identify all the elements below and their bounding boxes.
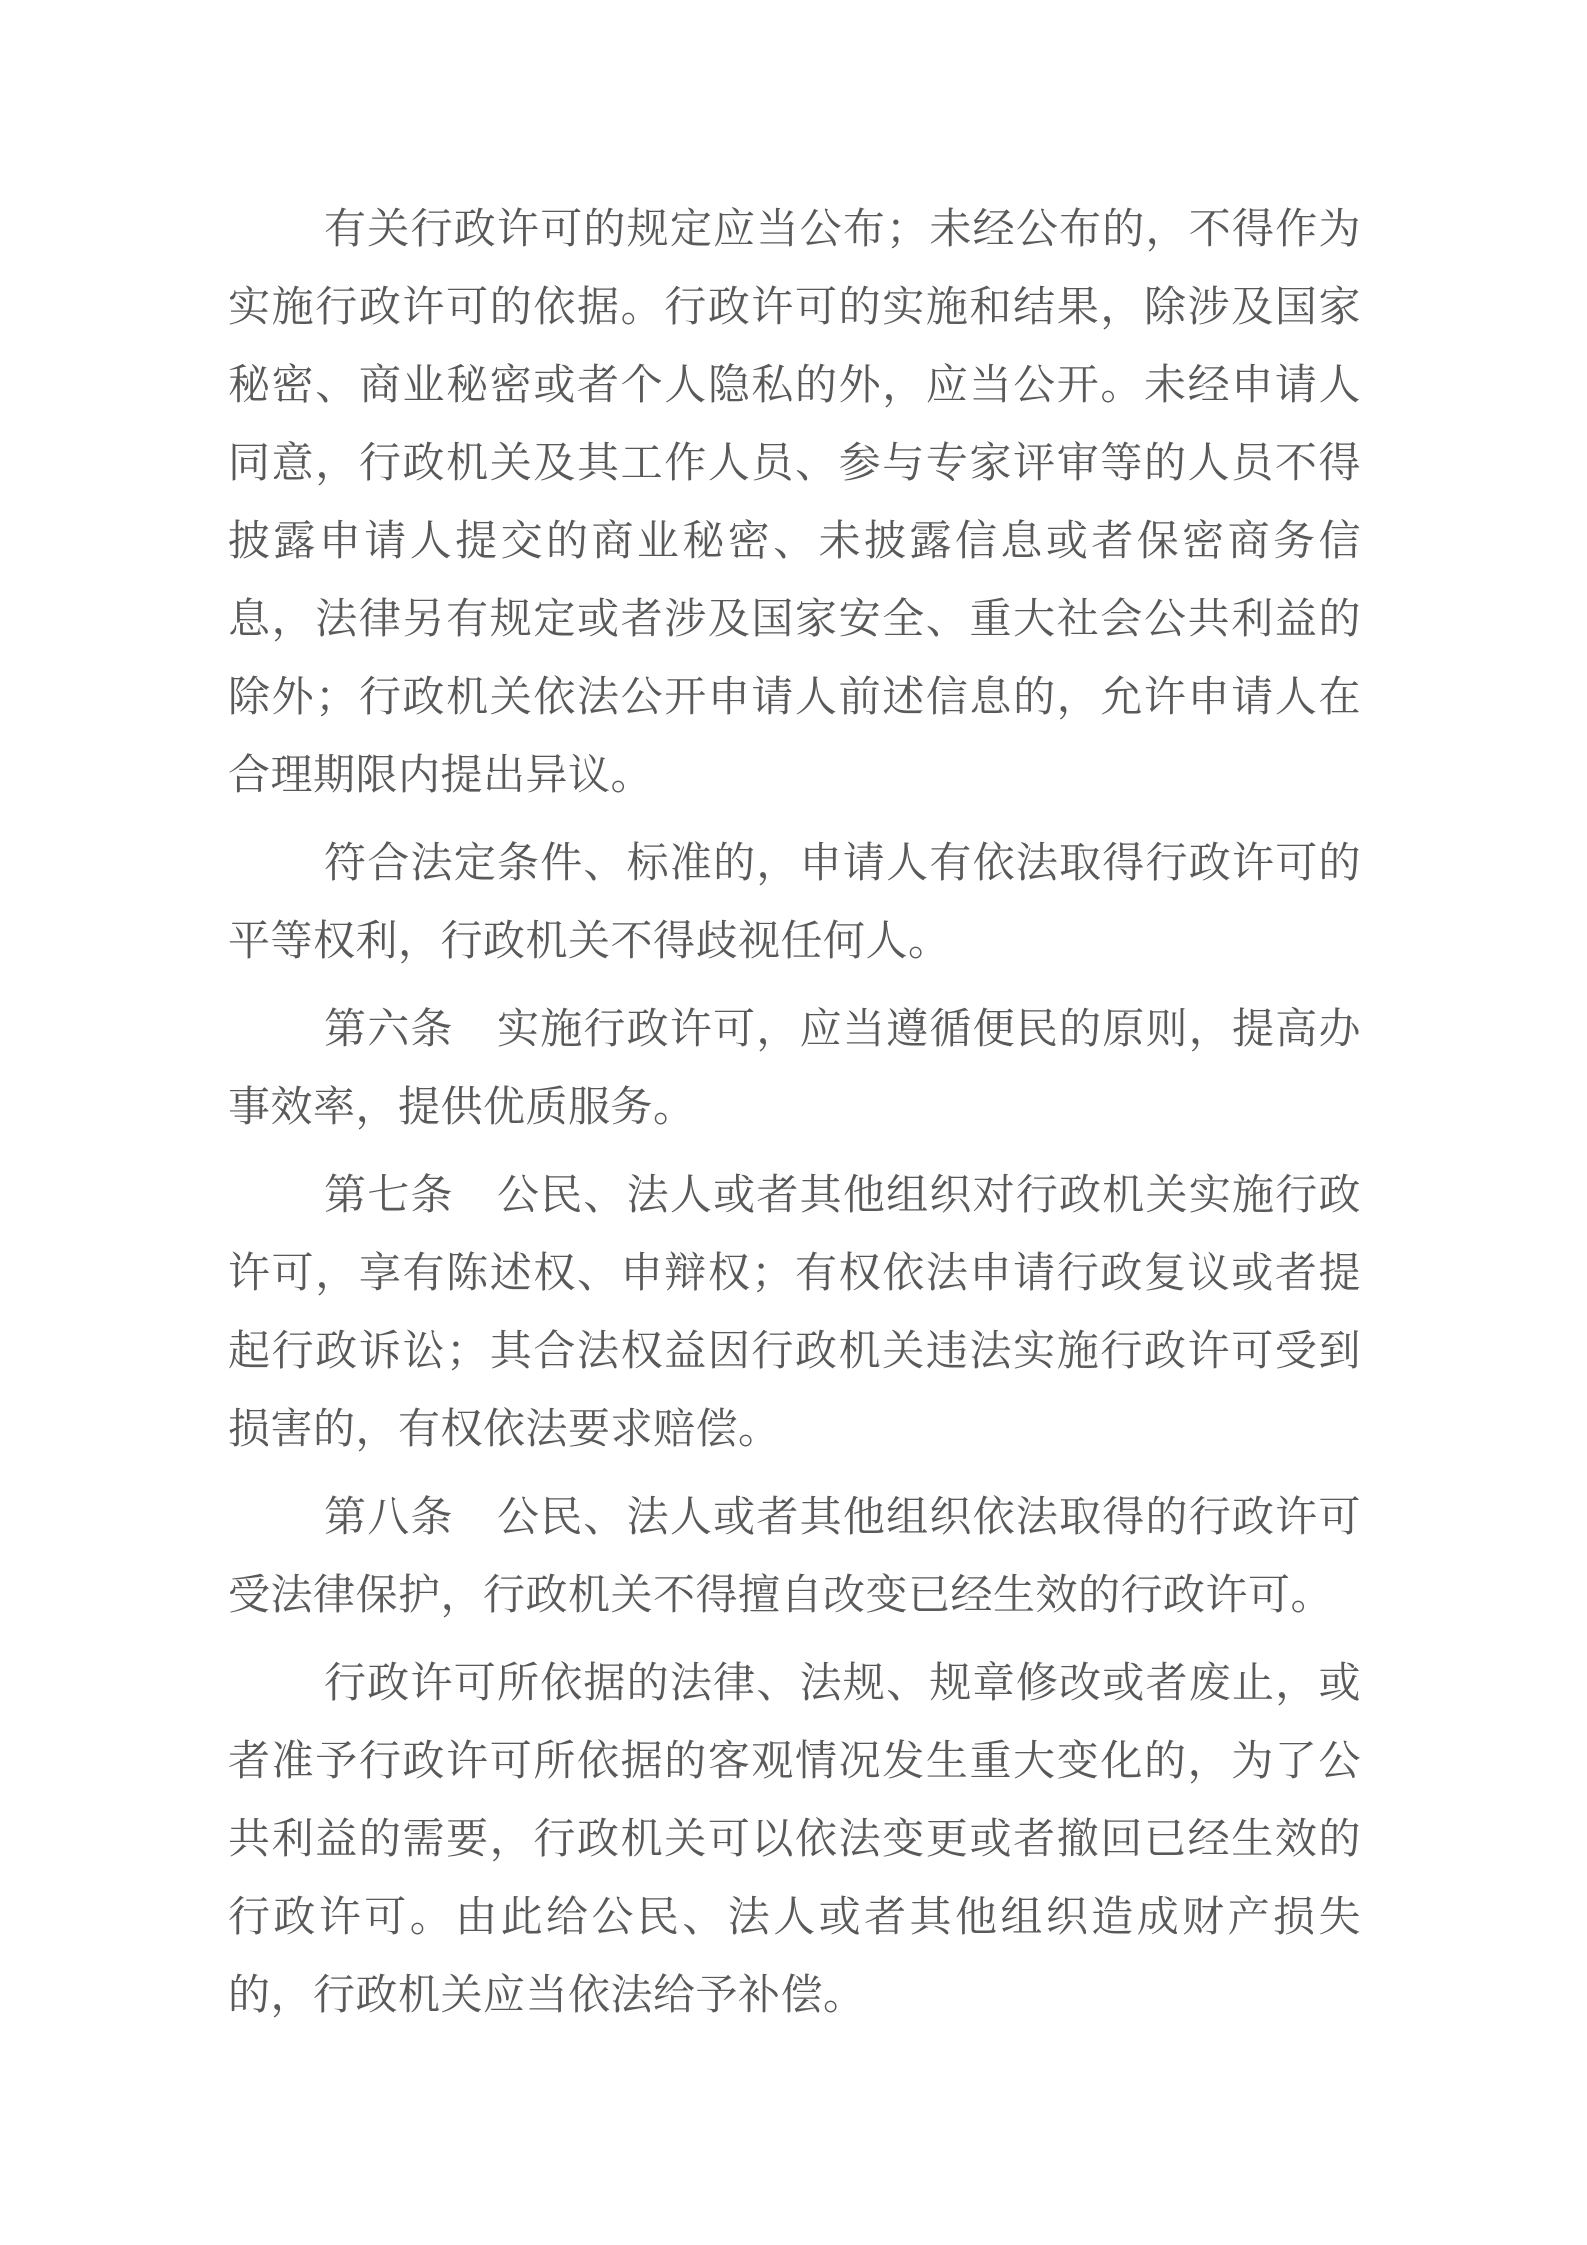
paragraph-equality: 符合法定条件、标准的，申请人有依法取得行政许可的平等权利，行政机关不得歧视任何人。: [228, 838, 1361, 965]
paragraph-article-8-clause-2: 行政许可所依据的法律、法规、规章修改或者废止，或者准予行政许可所依据的客观情况发生重大变化的，为了公共利益的需要，行政机关可以依法变更或者撤回已经生效的行政许可。由此给公民、法人或者其他组织造成财产损失的，行政机关应当依法给予补偿。: [228, 1658, 1361, 2019]
document-body: [228, 190, 1361, 2044]
paragraph-publicity: 有关行政许可的规定应当公布；未经公布的，不得作为实施行政许可的依据。行政许可的实施和结果，除涉及国家秘密、商业秘密或者个人隐私的外，应当公开。未经申请人同意，行政机关及其工作人员、参与专家评审等的人员不得披露申请人提交的商业秘密、未披露信息或者保密商务信息，法律另有规定或者涉及国家安全、重大社会公共利益的除外；行政机关依法公开申请人前述信息的，允许申请人在合理期限内提出异议。: [228, 204, 1361, 799]
paragraph-article-7: 第七条 公民、法人或者其他组织对行政机关实施行政许可，享有陈述权、申辩权；有权依法申请行政复议或者提起行政诉讼；其合法权益因行政机关违法实施行政许可受到损害的，有权依法要求赔偿。: [228, 1170, 1361, 1453]
paragraph-article-8: 第八条 公民、法人或者其他组织依法取得的行政许可受法律保护，行政机关不得擅自改变已经生效的行政许可。: [228, 1492, 1361, 1619]
paragraph-article-6: 第六条 实施行政许可，应当遵循便民的原则，提高办事效率，提供优质服务。: [228, 1004, 1361, 1131]
